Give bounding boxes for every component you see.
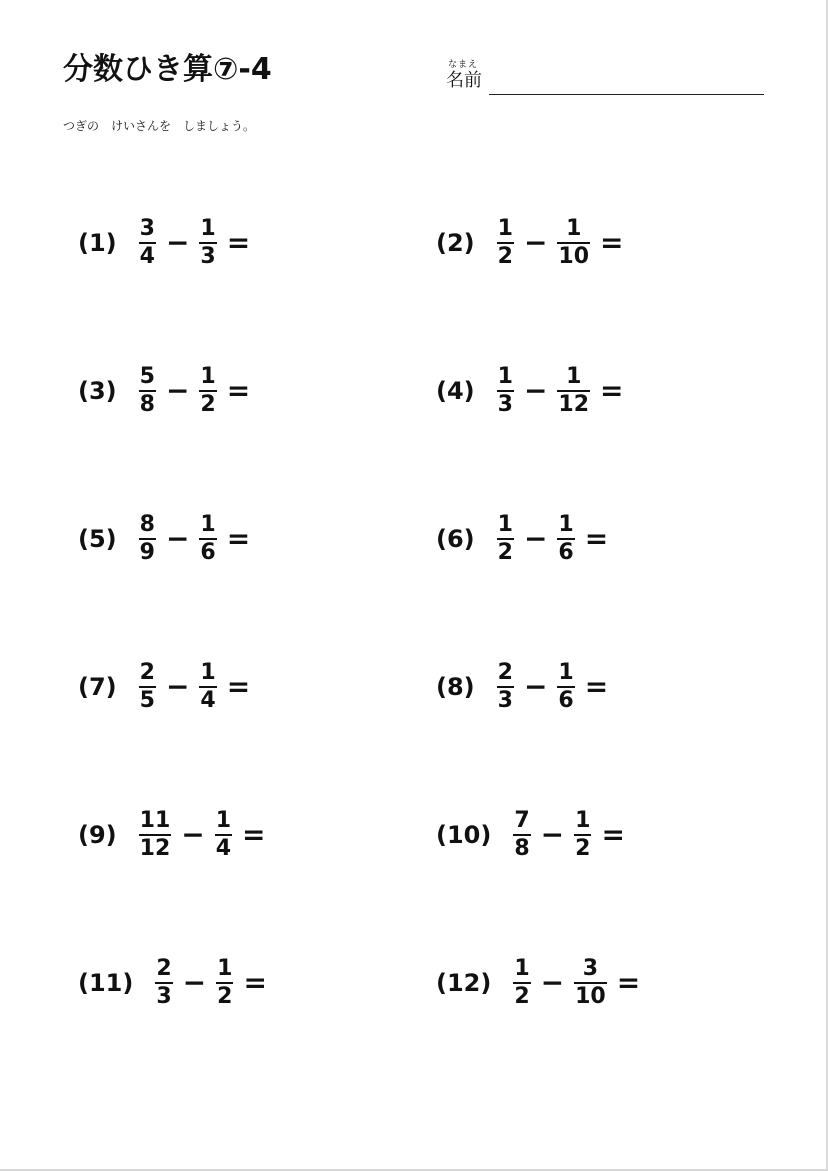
fraction-minuend xyxy=(139,365,156,417)
minus-sign: − xyxy=(165,374,190,407)
problem-item xyxy=(78,509,250,569)
denominator: 4 xyxy=(215,836,232,861)
problem-item xyxy=(436,953,640,1013)
denominator: 4 xyxy=(139,244,155,269)
denominator: 9 xyxy=(139,540,155,565)
denominator: 10 xyxy=(558,244,590,269)
problem-item xyxy=(78,657,250,717)
fraction-subtrahend xyxy=(199,513,216,565)
numerator: 3 xyxy=(139,216,155,241)
denominator: 3 xyxy=(497,392,513,417)
denominator: 12 xyxy=(139,836,171,861)
numerator: 1 xyxy=(558,660,574,685)
minus-sign: − xyxy=(540,818,565,851)
fraction-minuend xyxy=(139,809,172,861)
problem-number: (8) xyxy=(436,673,475,701)
fraction-subtrahend xyxy=(557,661,574,713)
numerator: 2 xyxy=(497,660,513,685)
numerator: 1 xyxy=(200,216,216,241)
problem-number: (3) xyxy=(78,377,117,405)
fraction-minuend xyxy=(139,513,156,565)
denominator: 12 xyxy=(558,392,590,417)
denominator: 2 xyxy=(575,836,591,861)
denominator: 4 xyxy=(200,688,216,713)
equals-sign: = xyxy=(584,522,609,555)
problem-number: (4) xyxy=(436,377,475,405)
numerator: 1 xyxy=(497,364,513,389)
numerator: 3 xyxy=(582,956,599,981)
denominator: 3 xyxy=(200,244,216,269)
denominator: 8 xyxy=(139,392,155,417)
problem-number: (5) xyxy=(78,525,117,553)
problem-item xyxy=(78,213,250,273)
fraction-subtrahend xyxy=(574,809,591,861)
minus-sign: − xyxy=(181,818,205,851)
problem-item xyxy=(78,361,250,421)
fraction-subtrahend xyxy=(557,513,574,565)
minus-sign: − xyxy=(523,670,548,703)
numerator: 1 xyxy=(200,660,216,685)
numerator: 1 xyxy=(566,216,582,241)
fraction-minuend xyxy=(139,661,156,713)
problem-number: (10) xyxy=(436,821,492,849)
name-label: 名前 xyxy=(446,70,482,91)
fraction-minuend xyxy=(497,513,514,565)
numerator: 1 xyxy=(566,364,582,389)
problem-item xyxy=(436,805,625,865)
numerator: 1 xyxy=(200,512,216,537)
fraction-subtrahend xyxy=(215,809,232,861)
denominator: 8 xyxy=(514,836,530,861)
problem-number: (1) xyxy=(78,229,117,257)
problem-item xyxy=(436,657,608,717)
numerator: 1 xyxy=(497,512,513,537)
equals-sign: = xyxy=(226,522,251,555)
problem-number: (7) xyxy=(78,673,117,701)
denominator: 2 xyxy=(514,984,530,1009)
minus-sign: − xyxy=(540,966,565,999)
fraction-minuend xyxy=(497,365,514,417)
denominator: 6 xyxy=(200,540,216,565)
denominator: 5 xyxy=(139,688,155,713)
fraction-subtrahend xyxy=(199,661,216,713)
minus-sign: − xyxy=(165,226,190,259)
denominator: 2 xyxy=(497,540,513,565)
problem-number: (12) xyxy=(436,969,492,997)
fraction-minuend xyxy=(497,661,514,713)
denominator: 10 xyxy=(575,984,606,1009)
fraction-minuend xyxy=(513,809,530,861)
problem-item xyxy=(78,953,267,1013)
name-furigana: なまえ xyxy=(448,60,479,70)
fraction-minuend xyxy=(497,217,514,269)
problem-number: (2) xyxy=(436,229,475,257)
name-writing-line[interactable] xyxy=(489,94,764,95)
minus-sign: − xyxy=(182,966,207,999)
numerator: 5 xyxy=(139,364,155,389)
problem-item xyxy=(436,213,624,273)
fraction-minuend xyxy=(513,957,530,1009)
numerator: 7 xyxy=(514,808,530,833)
denominator: 6 xyxy=(558,540,574,565)
fraction-subtrahend xyxy=(199,365,216,417)
numerator: 1 xyxy=(575,808,591,833)
numerator: 1 xyxy=(497,216,513,241)
numerator: 1 xyxy=(514,956,530,981)
fraction-subtrahend xyxy=(199,217,216,269)
numerator: 1 xyxy=(215,808,232,833)
worksheet-title: 分数ひき算⑦-4 xyxy=(63,52,272,87)
denominator: 2 xyxy=(200,392,216,417)
equals-sign: = xyxy=(242,818,266,851)
denominator: 3 xyxy=(497,688,513,713)
numerator: 1 xyxy=(217,956,233,981)
equals-sign: = xyxy=(600,226,624,259)
numerator: 11 xyxy=(139,808,171,833)
minus-sign: − xyxy=(523,522,548,555)
equals-sign: = xyxy=(226,374,251,407)
problem-item xyxy=(78,805,266,865)
equals-sign: = xyxy=(601,818,625,851)
numerator: 2 xyxy=(139,660,155,685)
problem-number: (6) xyxy=(436,525,475,553)
denominator: 2 xyxy=(497,244,513,269)
numerator: 2 xyxy=(156,956,172,981)
numerator: 1 xyxy=(200,364,216,389)
equals-sign: = xyxy=(226,226,251,259)
equals-sign: = xyxy=(600,374,624,407)
denominator: 3 xyxy=(156,984,172,1009)
equals-sign: = xyxy=(243,966,267,999)
denominator: 2 xyxy=(217,984,233,1009)
fraction-minuend xyxy=(155,957,172,1009)
problem-item xyxy=(436,509,608,569)
fraction-subtrahend xyxy=(557,365,590,417)
fraction-subtrahend xyxy=(557,217,590,269)
equals-sign: = xyxy=(616,966,641,999)
equals-sign: = xyxy=(226,670,251,703)
problem-number: (9) xyxy=(78,821,117,849)
instructions: つぎの けいさんを しましょう。 xyxy=(63,119,256,133)
problem-item xyxy=(436,361,624,421)
numerator: 8 xyxy=(139,512,155,537)
denominator: 6 xyxy=(558,688,574,713)
fraction-subtrahend xyxy=(574,957,607,1009)
problem-number: (11) xyxy=(78,969,134,997)
minus-sign: − xyxy=(523,374,548,407)
minus-sign: − xyxy=(165,522,190,555)
minus-sign: − xyxy=(523,226,548,259)
fraction-minuend xyxy=(139,217,156,269)
fraction-subtrahend xyxy=(216,957,233,1009)
minus-sign: − xyxy=(165,670,190,703)
numerator: 1 xyxy=(558,512,574,537)
equals-sign: = xyxy=(584,670,609,703)
